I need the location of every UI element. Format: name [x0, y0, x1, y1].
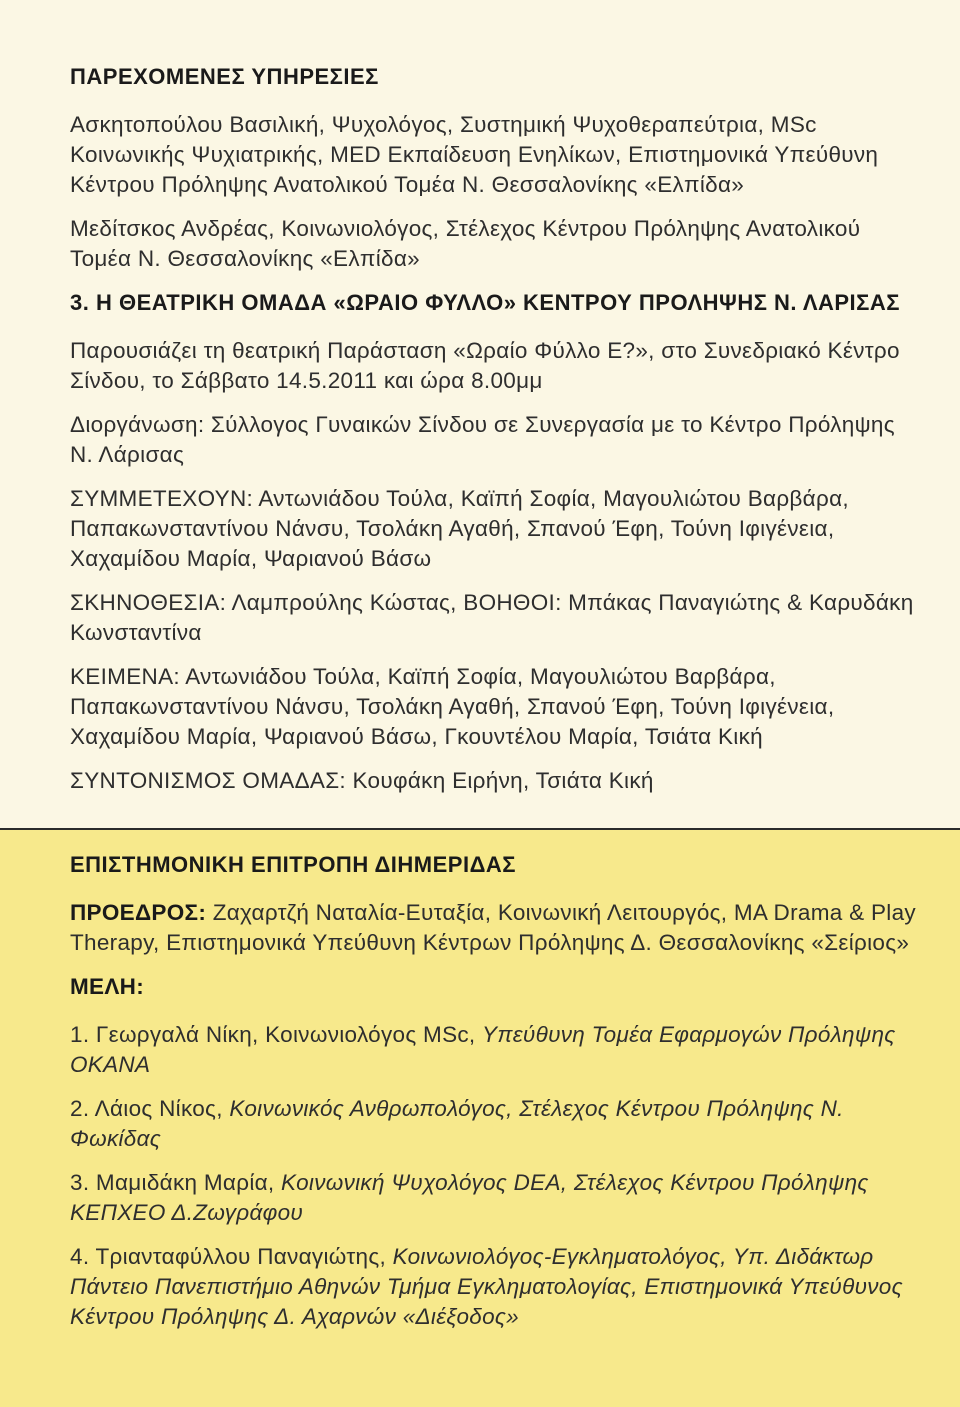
member-name: 1. Γεωργαλά Νίκη, Κοινωνιολόγος MSc, [70, 1022, 483, 1047]
member-item [70, 1242, 920, 1332]
member-item [70, 1094, 920, 1154]
committee-heading: ΕΠΙΣΤΗΜΟΝΙΚΗ ΕΠΙΤΡΟΠΗ ΔΙΗΜΕΡΙΔΑΣ [70, 852, 516, 877]
theatre-paragraph-1: Παρουσιάζει τη θεατρική Παράσταση «Ωραίο Φύλλο Ε?», στο Συνεδριακό Κέντρο Σίνδου, το Σάββατο 14.5.2011 και ώρα 8.00μμ [70, 338, 900, 393]
services-heading: ΠΑΡΕΧΟΜΕΝΕΣ ΥΠΗΡΕΣΙΕΣ [70, 64, 379, 89]
program-content [70, 62, 920, 796]
member-role: Υπεύθυνη Τομέα Εφαρμογών Πρόληψης ΟΚΑΝΑ [70, 1022, 896, 1077]
member-name: 2. Λάιος Νίκος, [70, 1096, 230, 1121]
theatre-paragraph-6: ΣΥΝΤΟΝΙΣΜΟΣ ΟΜΑΔΑΣ: Κουφάκη Ειρήνη, Τσιάτα Κική [70, 768, 654, 793]
member-role: Κοινωνική Ψυχολόγος DEA, Στέλεχος Κέντρου Πρόληψης ΚΕΠΧΕΟ Δ.Ζωγράφου [70, 1170, 869, 1225]
services-paragraph-2: Μεδίτσκος Ανδρέας, Κοινωνιολόγος, Στέλεχος Κέντρου Πρόληψης Ανατολικού Τομέα Ν. Θεσσαλονίκης «Ελπίδα» [70, 216, 861, 271]
theatre-paragraph-2: Διοργάνωση: Σύλλογος Γυναικών Σίνδου σε Συνεργασία με το Κέντρο Πρόληψης Ν. Λάρισας [70, 412, 895, 467]
theatre-paragraph-3: ΣΥΜΜΕΤΕΧΟΥΝ: Αντωνιάδου Τούλα, Καϊπή Σοφία, Μαγουλιώτου Βαρβάρα, Παπακωνσταντίνου Νάνσυ, Τσολάκη Αγαθή, Σπανού Έφη, Τούνη Ιφιγένεια, Χαχαμίδου Μαρία, Ψαριανού Βάσω [70, 486, 849, 571]
member-role: Κοινωνικός Ανθρωπολόγος, Στέλεχος Κέντρου Πρόληψης Ν. Φωκίδας [70, 1096, 844, 1151]
member-item [70, 1020, 920, 1080]
theatre-heading: 3. Η ΘΕΑΤΡΙΚΗ ΟΜΑΔΑ «ΩΡΑΙΟ ΦΥΛΛΟ» ΚΕΝΤΡΟΥ ΠΡΟΛΗΨΗΣ Ν. ΛΑΡΙΣΑΣ [70, 290, 900, 315]
member-role: Κοινωνιολόγος-Εγκληματολόγος, Υπ. Διδάκτωρ Πάντειο Πανεπιστήμιο Αθηνών Τμήμα Εγκληματολογίας, Επιστημονικά Υπεύθυνος Κέντρου Πρόληψης Δ. Αχαρνών «Διέξοδος» [70, 1244, 903, 1329]
member-name: 3. Μαμιδάκη Μαρία, [70, 1170, 282, 1195]
president-paragraph [70, 898, 920, 958]
member-item [70, 1168, 920, 1228]
services-paragraph-1: Ασκητοπούλου Βασιλική, Ψυχολόγος, Συστημική Ψυχοθεραπεύτρια, MSc Κοινωνικής Ψυχιατρικής, MED Εκπαίδευση Ενηλίκων, Επιστημονικά Υπεύθυνη Κέντρου Πρόληψης Ανατολικού Τομέα Ν. Θεσσαλονίκης «Ελπίδα» [70, 112, 879, 197]
committee-section [0, 828, 960, 1407]
president-label: ΠΡΟΕΔΡΟΣ: [70, 900, 207, 925]
committee-content [70, 850, 920, 1332]
member-name: 4. Τριανταφύλλου Παναγιώτης, [70, 1244, 393, 1269]
president-text: Ζαχαρτζή Ναταλία-Ευταξία, Κοινωνική Λειτουργός, MA Drama & Play Therapy, Επιστημονικά Υπεύθυνη Κέντρων Πρόληψης Δ. Θεσσαλονίκης «Σείριος» [70, 900, 916, 955]
theatre-paragraph-4: ΣΚΗΝΟΘΕΣΙΑ: Λαμπρούλης Κώστας, ΒΟΗΘΟΙ: Μπάκας Παναγιώτης & Καρυδάκη Κωνσταντίνα [70, 590, 914, 645]
theatre-paragraph-5: ΚΕΙΜΕΝΑ: Αντωνιάδου Τούλα, Καϊπή Σοφία, Μαγουλιώτου Βαρβάρα, Παπακωνσταντίνου Νάνσυ, Τσολάκη Αγαθή, Σπανού Έφη, Τούνη Ιφιγένεια, Χαχαμίδου Μαρία, Ψαριανού Βάσω, Γκουντέλου Μαρία, Τσιάτα Κική [70, 664, 835, 749]
members-label: ΜΕΛΗ: [70, 974, 144, 999]
